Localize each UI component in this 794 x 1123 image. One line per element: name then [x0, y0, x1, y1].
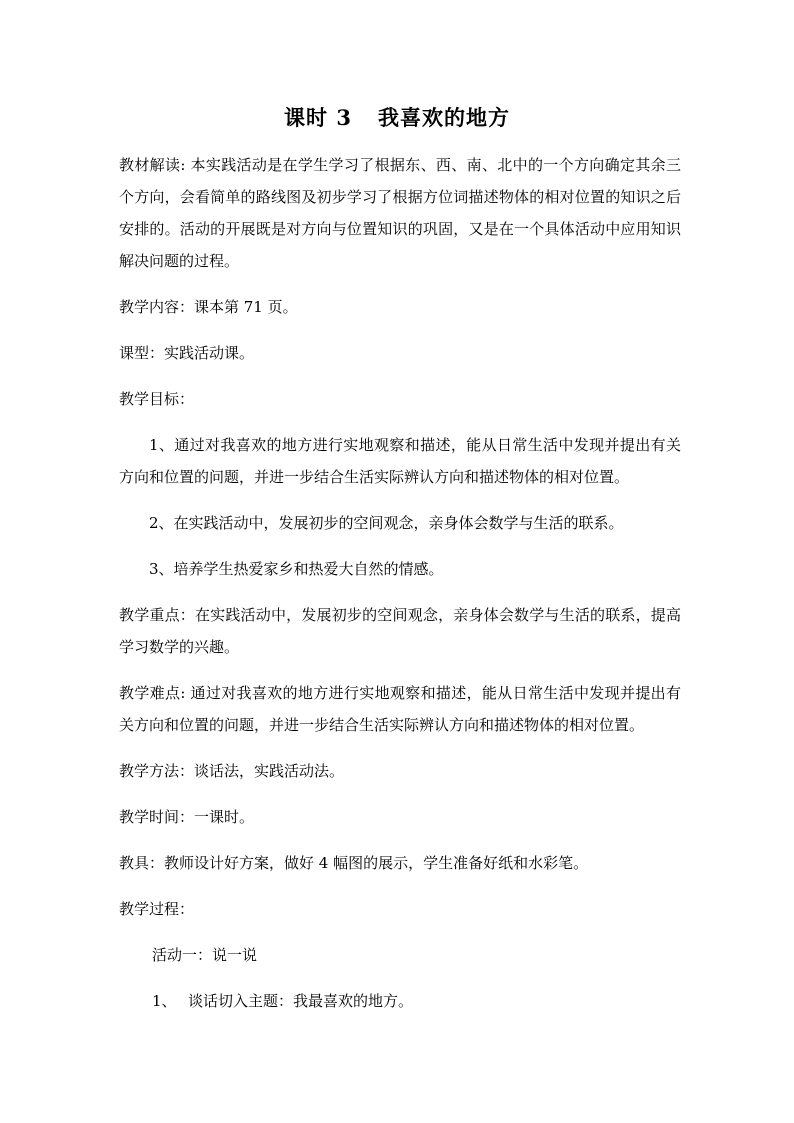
- teaching-tools: 教具：教师设计好方案，做好 4 幅图的展示，学生准备好纸和水彩笔。: [119, 854, 589, 872]
- teaching-difficulties: 教学难点: 通过对我喜欢的地方进行实地观察和描述，能从日常生活中发现并提出有关方向和位置的问题，并进一步结合生活实际辨认方向和描述物体的相对位置。: [119, 684, 681, 734]
- step-text: 谈话切入主题：我最喜欢的地方。: [188, 992, 414, 1010]
- teaching-goal-3: 3、培养学生热爱家乡和热爱大自然的情感。: [149, 560, 444, 578]
- teaching-time: 教学时间：一课时。: [119, 808, 255, 826]
- title-lesson-name: 我喜欢的地方: [377, 105, 510, 130]
- textbook-interpretation: 教材解读: 本实践活动是在学生学习了根据东、西、南、北中的一个方向确定其余三个方向，会看简单的路线图及初步学习了根据方位词描述物体的相对位置的知识之后安排的。活动的开展既是对方向与位置知识的巩固，又是在一个具体活动中应用知识解决问题的过程。: [119, 156, 681, 270]
- step-number: 1、: [152, 992, 177, 1010]
- lesson-type: 课型：实践活动课。: [119, 344, 255, 362]
- teaching-methods: 教学方法：谈话法，实践活动法。: [119, 762, 345, 780]
- teaching-content: 教学内容：课本第 71 页。: [119, 298, 298, 316]
- document-title: [0, 103, 794, 133]
- activity-1-step-1: [119, 985, 681, 1017]
- teaching-process-heading: 教学过程：: [119, 900, 195, 918]
- teaching-key-points: 教学重点：在实践活动中，发展初步的空间观念，亲身体会数学与生活的联系，提高学习数学的兴趣。: [119, 606, 681, 656]
- teaching-goal-1: 1、通过对我喜欢的地方进行实地观察和描述，能从日常生活中发现并提出有关方向和位置的问题，并进一步结合生活实际辨认方向和描述物体的相对位置。: [119, 436, 681, 486]
- activity-1-heading: 活动一：说一说: [152, 946, 258, 964]
- title-lesson-number: 课时 3: [284, 105, 352, 130]
- teaching-goal-2: 2、在实践活动中，发展初步的空间观念，亲身体会数学与生活的联系。: [149, 514, 624, 532]
- document-body: [119, 149, 681, 1031]
- teaching-goals-heading: 教学目标：: [119, 390, 195, 408]
